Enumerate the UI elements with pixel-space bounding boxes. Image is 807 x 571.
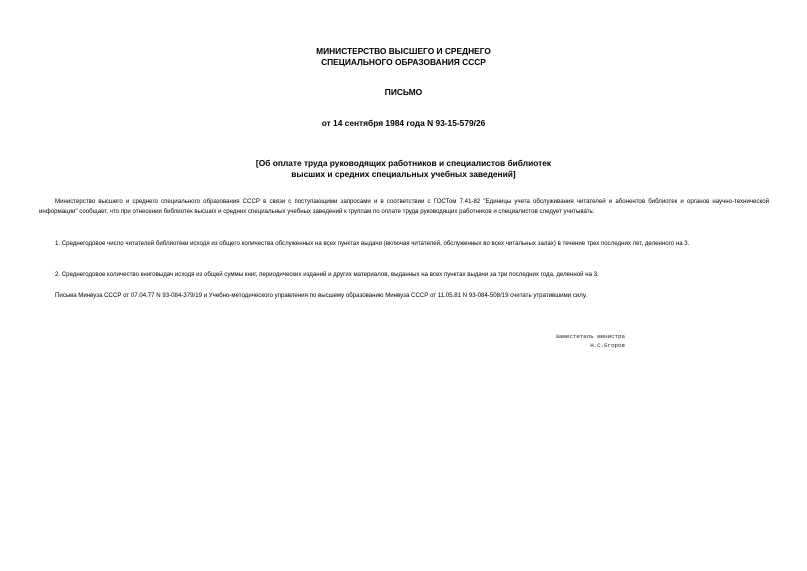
body-paragraph-intro: Министерство высшего и среднего специального образования СССР в связи с поступающими запросами и в соответствии с ГОСТом 7.41-82 "Единицы учета обслуживания читателей и абонентов библиотек и органов научно-технической информации" сообщает, что при отнесении библиотек высших и средних специальных учебных заведений к группам по оплате труда руководящих работников и специалистов следует учитывать:	[39, 198, 769, 216]
ministry-line-1: МИНИСТЕРСТВО ВЫСШЕГО И СРЕДНЕГО	[316, 46, 491, 56]
signature-block	[500, 332, 625, 350]
document-type: ПИСЬМО	[384, 87, 423, 97]
ministry-line-2: СПЕЦИАЛЬНОГО ОБРАЗОВАНИЯ СССР	[321, 56, 486, 67]
ministry-heading	[0, 46, 807, 67]
document-subject	[0, 158, 807, 179]
body-paragraph-repeal: Письма Минвуза СССР от 07.04.77 N 93-084-379/19 и Учебно-методического управления по высшему образованию Минвуза СССР от 11.05.81 N 93-084-508/19 считать утратившими силу.	[55, 292, 587, 299]
document-date: от 14 сентября 1984 года N 93-15-579/26	[321, 118, 486, 128]
body-paragraph-item-2: 2. Среднегодовое количество книговыдач исходя из общей суммы книг, периодических изданий и других материалов, выданных на всех пунктах выдачи за три последних года, деленной на 3.	[55, 271, 599, 278]
signature-name: Н.С.Егоров	[590, 342, 625, 349]
subject-line-2: высших и средних специальных учебных заведений]	[291, 168, 516, 179]
body-paragraph-item-1: 1. Среднегодовое число читателей библиотеки исходя из общего количества обслуженных на всех пунктах выдачи (включая читателей, обслуженных во всех читальных залах) в течение трех последних лет, деленного на 3.	[55, 240, 690, 247]
subject-line-1: [Об оплате труда руководящих работников и специалистов библиотек	[255, 158, 552, 168]
signature-position: Заместитель министра	[555, 333, 625, 340]
